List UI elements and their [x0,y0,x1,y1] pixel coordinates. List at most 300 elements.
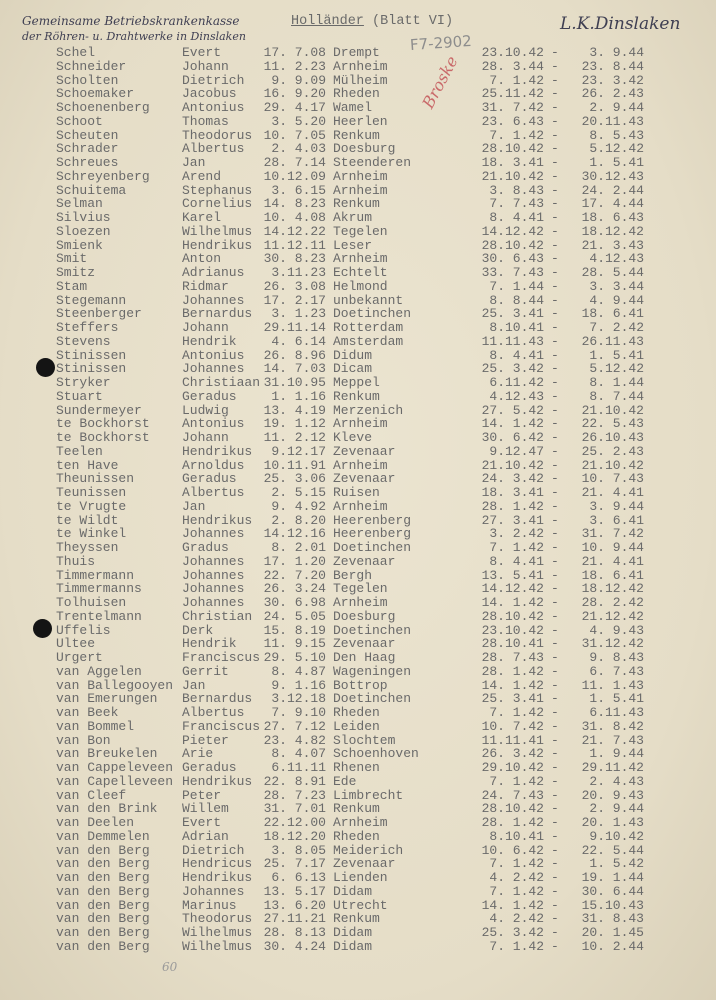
birth-date: 22.12.00 [263,815,326,830]
first-name: Johannes [182,526,245,542]
archive-number: F7-2902 [409,31,473,55]
surname: te Wildt [56,512,119,528]
surname: Smienk [56,237,103,253]
record-row [0,857,716,871]
first-name: Geradus [182,760,237,775]
home-place: Dicam [333,361,373,377]
end-date: 29.11.42 [581,760,644,775]
start-date: 3. 2.42 [489,526,544,542]
start-date: 7. 1.42 [489,540,544,555]
record-row [0,335,716,349]
start-date: 28. 7.43 [481,650,544,665]
surname: van den Berg [56,842,150,858]
date-separator: - [551,787,559,803]
birth-date: 11.12.11 [263,237,326,253]
record-row [0,239,716,253]
record-row [0,747,716,761]
date-separator: - [551,746,559,762]
first-name: Gerrit [182,663,229,679]
birth-date: 3.12.18 [271,691,326,707]
start-date: 26. 3.42 [481,746,544,762]
first-name: Franciscus [182,650,261,665]
start-date: 23.10.42 [481,622,544,638]
record-row [0,830,716,844]
home-place: Zevenaar [333,471,396,487]
date-separator: - [551,292,559,308]
start-date: 9.12.47 [489,443,544,459]
end-date: 21. 4.41 [581,485,644,500]
date-separator: - [551,100,559,115]
first-name: Johann [182,430,229,445]
end-date: 28. 5.44 [581,265,644,280]
record-row [0,775,716,789]
start-date: 7. 1.42 [489,127,544,143]
record-row [0,321,716,335]
date-separator: - [551,361,559,377]
start-date: 28.10.42 [481,608,544,624]
home-place: Renkum [333,127,380,143]
birth-date: 31. 7.01 [263,801,326,817]
record-row [0,156,716,170]
record-row [0,596,716,610]
date-separator: - [551,691,559,707]
start-date: 14.12.42 [481,581,544,597]
record-row [0,184,716,198]
home-place: Doetinchen [333,691,412,707]
surname: Schoenenberg [56,100,150,115]
first-name: Evert [182,45,222,60]
birth-date: 9. 9.09 [271,72,326,88]
end-date: 31. 7.42 [581,526,644,542]
first-name: Johannes [182,883,245,899]
first-name: Wilhelmus [182,925,253,940]
date-separator: - [551,856,559,872]
first-name: Evert [182,815,222,830]
start-date: 14.12.42 [481,223,544,239]
home-place: Mülheim [333,72,388,88]
birth-date: 29. 5.10 [263,650,326,665]
record-row [0,115,716,129]
first-name: Johannes [182,553,245,569]
first-name: Hendrik [182,333,237,349]
home-place: Rheden [333,705,380,720]
surname: Timmermanns [56,581,142,597]
surname: Urgert [56,650,103,665]
date-separator: - [551,141,559,157]
first-name: Stephanus [182,182,253,198]
date-separator: - [551,182,559,198]
date-separator: - [551,677,559,693]
birth-date: 11. 9.15 [263,636,326,652]
record-row [0,555,716,569]
first-name: Theodorus [182,911,253,927]
start-date: 27. 3.41 [481,512,544,528]
surname: van Beek [56,705,119,720]
home-place: Rheden [333,86,380,102]
start-date: 8. 4.41 [489,347,544,363]
end-date: 6.11.43 [589,705,644,720]
record-row [0,789,716,803]
surname: van Ballegooyen [56,677,174,693]
start-date: 14. 1.42 [481,897,544,913]
birth-date: 9. 4.92 [271,498,326,514]
date-separator: - [551,155,559,170]
home-place: Zevenaar [333,856,396,872]
surname: van den Berg [56,925,150,940]
date-separator: - [551,471,559,487]
end-date: 18. 6.41 [581,567,644,583]
record-row [0,926,716,940]
date-separator: - [551,58,559,74]
birth-date: 28. 7.23 [263,787,326,803]
home-place: Zevenaar [333,636,396,652]
surname: van Cappeleveen [56,760,174,775]
end-date: 21.12.42 [581,608,644,624]
first-name: Anton [182,251,222,267]
surname: van Bon [56,732,111,748]
record-row [0,472,716,486]
end-date: 24. 2.44 [581,182,644,198]
birth-date: 1. 1.16 [271,388,326,404]
date-separator: - [551,278,559,294]
date-separator: - [551,567,559,583]
home-place: Renkum [333,911,380,927]
birth-date: 8. 4.87 [271,663,326,679]
home-place: Doetinchen [333,306,412,322]
first-name: Johannes [182,595,245,610]
record-row [0,500,716,514]
record-row [0,376,716,390]
birth-date: 2. 8.20 [271,512,326,528]
birth-date: 6. 6.13 [271,870,326,885]
home-place: Rheden [333,828,380,844]
birth-date: 25. 7.17 [263,856,326,872]
end-date: 10. 7.43 [581,471,644,487]
surname: Schneider [56,58,127,74]
first-name: Albertus [182,705,245,720]
home-place: Doesburg [333,608,396,624]
home-place: Zevenaar [333,553,396,569]
home-place: Leiden [333,718,380,734]
home-place: Renkum [333,196,380,212]
home-place: Echtelt [333,265,388,280]
record-row [0,651,716,665]
surname: van Cleef [56,787,127,803]
date-separator: - [551,760,559,775]
home-place: Didum [333,347,373,363]
date-separator: - [551,595,559,610]
surname: Theunissen [56,471,135,487]
surname: Smit [56,251,88,267]
first-name: Cornelius [182,196,253,212]
home-place: Ruisen [333,485,380,500]
date-separator: - [551,512,559,528]
record-row [0,225,716,239]
home-place: Amsterdam [333,333,404,349]
date-separator: - [551,265,559,280]
typed-title [291,14,453,29]
birth-date: 3. 6.15 [271,182,326,198]
start-date: 11.11.41 [481,732,544,748]
surname: Schoemaker [56,86,135,102]
home-place: Renkum [333,388,380,404]
start-date: 25. 3.41 [481,691,544,707]
date-separator: - [551,457,559,473]
birth-date: 4. 6.14 [271,333,326,349]
date-separator: - [551,320,559,335]
first-name: Theodorus [182,127,253,143]
home-place: Leser [333,237,373,253]
end-date: 20. 1.45 [581,925,644,940]
end-date: 20.11.43 [581,113,644,129]
date-separator: - [551,732,559,748]
end-date: 3. 3.44 [589,278,644,294]
date-separator: - [551,402,559,418]
surname: van Demmelen [56,828,150,844]
end-date: 1. 5.41 [589,691,644,707]
surname: van den Berg [56,938,150,954]
date-separator: - [551,897,559,913]
end-date: 31.12.42 [581,636,644,652]
end-date: 20. 1.43 [581,815,644,830]
start-date: 14. 1.42 [481,595,544,610]
surname: van den Berg [56,856,150,872]
start-date: 25. 3.42 [481,925,544,940]
date-separator: - [551,388,559,404]
date-separator: - [551,333,559,349]
surname: Steffers [56,320,119,335]
start-date: 7. 1.44 [489,278,544,294]
first-name: Hendrikus [182,870,253,885]
date-separator: - [551,196,559,212]
surname: van Deelen [56,815,135,830]
date-separator: - [551,581,559,597]
date-separator: - [551,45,559,60]
birth-date: 11. 2.23 [263,58,326,74]
end-date: 21. 7.43 [581,732,644,748]
record-row [0,610,716,624]
record-row [0,431,716,445]
red-signature: Broske [418,52,462,112]
date-separator: - [551,636,559,652]
end-date: 23. 3.42 [581,72,644,88]
record-row [0,871,716,885]
end-date: 20. 9.43 [581,787,644,803]
start-date: 14. 1.42 [481,677,544,693]
birth-date: 24. 5.05 [263,608,326,624]
home-place: Heerenberg [333,526,412,542]
birth-date: 11. 2.12 [263,430,326,445]
home-place: Heerlen [333,113,388,129]
first-name: Dietrich [182,842,245,858]
record-row [0,211,716,225]
surname: Trentelmann [56,608,142,624]
start-date: 25. 3.42 [481,361,544,377]
end-date: 28. 2.42 [581,595,644,610]
surname: Teelen [56,443,103,459]
start-date: 7. 1.42 [489,705,544,720]
birth-date: 10.12.09 [263,168,326,184]
date-separator: - [551,416,559,432]
birth-date: 3.11.23 [271,265,326,280]
surname: Schrader [56,141,119,157]
end-date: 21.10.42 [581,457,644,473]
surname: Schel [56,45,96,60]
end-date: 4. 9.44 [589,292,644,308]
surname: te Bockhorst [56,430,150,445]
birth-date: 22. 7.20 [263,567,326,583]
first-name: Hendrikus [182,237,253,253]
birth-date: 2. 5.15 [271,485,326,500]
end-date: 5.12.42 [589,361,644,377]
first-name: Geradus [182,388,237,404]
surname: Schoot [56,113,103,129]
birth-date: 17. 7.08 [263,45,326,60]
surname: Silvius [56,210,111,225]
home-place: Arnheim [333,416,388,432]
home-place: Didam [333,938,373,954]
first-name: Ridmar [182,278,229,294]
surname: Timmermann [56,567,135,583]
record-row [0,197,716,211]
start-date: 27. 5.42 [481,402,544,418]
birth-date: 26. 3.24 [263,581,326,597]
record-row [0,569,716,583]
first-name: Hendrikus [182,512,253,528]
birth-date: 26. 3.08 [263,278,326,294]
date-separator: - [551,938,559,954]
first-name: Adrian [182,828,229,844]
date-separator: - [551,485,559,500]
surname: van Aggelen [56,663,142,679]
pencil-note: 60 [162,960,178,974]
first-name: Johannes [182,361,245,377]
birth-date: 14.12.16 [263,526,326,542]
record-row [0,266,716,280]
record-row [0,844,716,858]
start-date: 24. 3.42 [481,471,544,487]
first-name: Jan [182,677,206,693]
record-row [0,142,716,156]
record-row [0,734,716,748]
home-place: Den Haag [333,650,396,665]
end-date: 3. 9.44 [589,45,644,60]
birth-date: 10.11.91 [263,457,326,473]
date-separator: - [551,375,559,390]
record-row [0,307,716,321]
home-place: Wamel [333,100,373,115]
end-date: 8. 5.43 [589,127,644,143]
home-place: Meiderich [333,842,404,858]
first-name: Jacobus [182,86,237,102]
surname: van Bommel [56,718,135,734]
date-separator: - [551,306,559,322]
birth-date: 16. 9.20 [263,86,326,102]
home-place: Doesburg [333,141,396,157]
date-separator: - [551,622,559,638]
date-separator: - [551,251,559,267]
start-date: 8. 4.41 [489,553,544,569]
end-date: 18.12.42 [581,581,644,597]
record-row [0,899,716,913]
end-date: 30. 6.44 [581,883,644,899]
start-date: 28.10.42 [481,801,544,817]
date-separator: - [551,815,559,830]
first-name: Thomas [182,113,229,129]
home-place: Rhenen [333,760,380,775]
end-date: 7. 2.42 [589,320,644,335]
home-place: Tegelen [333,581,388,597]
first-name: Johannes [182,567,245,583]
first-name: Adrianus [182,265,245,280]
first-name: Gradus [182,540,229,555]
first-name: Wilhelmus [182,223,253,239]
start-date: 23.10.42 [481,45,544,60]
record-row [0,637,716,651]
date-separator: - [551,828,559,844]
birth-date: 13. 5.17 [263,883,326,899]
date-separator: - [551,650,559,665]
birth-date: 22. 8.91 [263,773,326,789]
date-separator: - [551,663,559,679]
end-date: 30.12.43 [581,168,644,184]
birth-date: 3. 1.23 [271,306,326,322]
birth-date: 19. 1.12 [263,416,326,432]
surname: van den Brink [56,801,158,817]
date-separator: - [551,870,559,885]
surname: van den Berg [56,911,150,927]
surname: te Vrugte [56,498,127,514]
date-separator: - [551,925,559,940]
surname: van den Berg [56,897,150,913]
start-date: 3. 8.43 [489,182,544,198]
start-date: 25.11.42 [481,86,544,102]
home-place: Steenderen [333,155,412,170]
birth-date: 2. 4.03 [271,141,326,157]
end-date: 15.10.43 [581,897,644,913]
date-separator: - [551,553,559,569]
surname: te Bockhorst [56,416,150,432]
date-separator: - [551,883,559,899]
first-name: Bernardus [182,691,253,707]
end-date: 1. 5.41 [589,155,644,170]
surname: Thuis [56,553,96,569]
surname: Schreyenberg [56,168,150,184]
first-name: Albertus [182,141,245,157]
start-date: 18. 3.41 [481,485,544,500]
birth-date: 14. 7.03 [263,361,326,377]
home-place: Schoenhoven [333,746,419,762]
home-place: Limbrecht [333,787,404,803]
first-name: Hendrik [182,636,237,652]
record-row [0,486,716,500]
first-name: Albertus [182,485,245,500]
date-separator: - [551,223,559,239]
home-place: Renkum [333,801,380,817]
first-name: Antonius [182,100,245,115]
record-row [0,280,716,294]
record-row [0,527,716,541]
start-date: 8.10.41 [489,828,544,844]
surname: te Winkel [56,526,127,542]
start-date: 33. 7.43 [481,265,544,280]
first-name: Johannes [182,581,245,597]
home-place: Doetinchen [333,622,412,638]
record-row [0,101,716,115]
birth-date: 26. 8.96 [263,347,326,363]
start-date: 8. 4.41 [489,210,544,225]
home-place: Merzenich [333,402,404,418]
